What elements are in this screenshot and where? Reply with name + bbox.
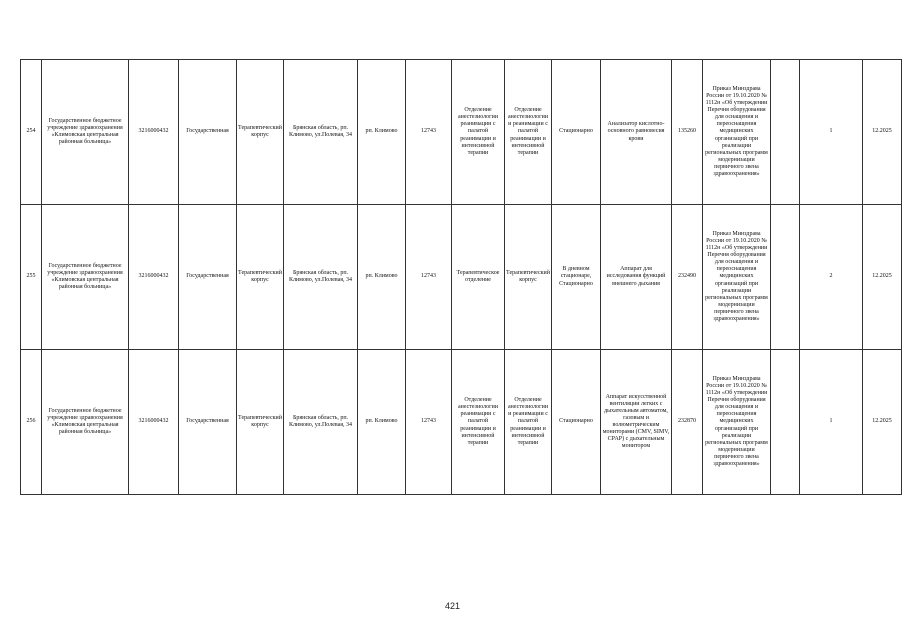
cell-ownership: Государственная (179, 350, 237, 495)
cell-empty (771, 350, 800, 495)
cell-condition: Стационарно (552, 60, 601, 205)
cell-equipment: Аппарат искусственной вентиляции легких с дыхательным автоматом, газовым и волюметрическим мониторами (CMV, SIMV, CPAP) с дыхательным монитором (601, 350, 672, 495)
cell-okpd: 232490 (672, 205, 703, 350)
cell-order: Приказ Минздрава России от 19.10.2020 № 1112н «Об утверждении Перечня оборудования для оснащения и переоснащения медицинских организаций при реализации региональных программ модернизации первичного звена здравоохранения» (703, 205, 771, 350)
cell-date: 12.2025 (863, 350, 902, 495)
cell-order: Приказ Минздрава России от 19.10.2020 № 1112н «Об утверждении Перечня оборудования для оснащения и переоснащения медицинских организаций при реализации региональных программ модернизации первичного звена здравоохранения» (703, 350, 771, 495)
cell-building: Терапевтический корпус (237, 60, 284, 205)
cell-empty (771, 205, 800, 350)
cell-ownership: Государственная (179, 60, 237, 205)
cell-code: 12743 (406, 350, 452, 495)
cell-department: Отделение анестезиологии реанимации с палатой реанимации и интенсивной терапии (452, 60, 505, 205)
cell-order: Приказ Минздрава России от 19.10.2020 № 1112н «Об утверждении Перечня оборудования для оснащения и переоснащения медицинских организаций при реализации региональных программ модернизации первичного звена здравоохранения» (703, 60, 771, 205)
cell-organization: Государственное бюджетное учреждение здравоохранения «Климовская центральная районная больница» (42, 205, 129, 350)
cell-address: Брянская область, рп. Климово, ул.Полевая, 34 (284, 60, 358, 205)
cell-quantity: 1 (800, 60, 863, 205)
cell-inn: 3216000432 (129, 60, 179, 205)
page-number: 421 (444, 601, 461, 611)
cell-empty (771, 60, 800, 205)
cell-okpd: 135260 (672, 60, 703, 205)
cell-condition: Стационарно (552, 350, 601, 495)
cell-organization: Государственное бюджетное учреждение здравоохранения «Климовская центральная районная больница» (42, 60, 129, 205)
cell-code: 12743 (406, 60, 452, 205)
cell-locality: рп. Климово (358, 205, 406, 350)
cell-subdivision: Отделение анестезиологии и реанимации с палатой реанимации и интенсивной терапии (505, 60, 552, 205)
cell-building: Терапевтический корпус (237, 205, 284, 350)
table-row (21, 60, 902, 205)
cell-address: Брянская область, рп. Климово, ул.Полевая, 34 (284, 205, 358, 350)
cell-locality: рп. Климово (358, 350, 406, 495)
cell-quantity: 1 (800, 350, 863, 495)
cell-number: 256 (21, 350, 42, 495)
cell-date: 12.2025 (863, 60, 902, 205)
cell-date: 12.2025 (863, 205, 902, 350)
cell-number: 255 (21, 205, 42, 350)
cell-inn: 3216000432 (129, 205, 179, 350)
cell-subdivision: Отделение анестезиологии и реанимации с палатой реанимации и интенсивной терапии (505, 350, 552, 495)
cell-address: Брянская область, рп. Климово, ул.Полевая, 34 (284, 350, 358, 495)
cell-department: Терапевтическое отделение (452, 205, 505, 350)
cell-quantity: 2 (800, 205, 863, 350)
equipment-table (20, 59, 902, 495)
cell-ownership: Государственная (179, 205, 237, 350)
cell-organization: Государственное бюджетное учреждение здравоохранения «Климовская центральная районная больница» (42, 350, 129, 495)
cell-inn: 3216000432 (129, 350, 179, 495)
cell-number: 254 (21, 60, 42, 205)
cell-department: Отделение анестезиологии реанимации с палатой реанимации и интенсивной терапии (452, 350, 505, 495)
cell-equipment: Аппарат для исследования функций внешнего дыхания (601, 205, 672, 350)
table-row (21, 350, 902, 495)
cell-code: 12743 (406, 205, 452, 350)
cell-building: Терапевтический корпус (237, 350, 284, 495)
cell-condition: В дневном стационаре, Стационарно (552, 205, 601, 350)
cell-subdivision: Терапевтический корпус (505, 205, 552, 350)
cell-okpd: 232870 (672, 350, 703, 495)
cell-locality: рп. Климово (358, 60, 406, 205)
cell-equipment: Анализатор кислотно-основного равновесия крови (601, 60, 672, 205)
table-row (21, 205, 902, 350)
